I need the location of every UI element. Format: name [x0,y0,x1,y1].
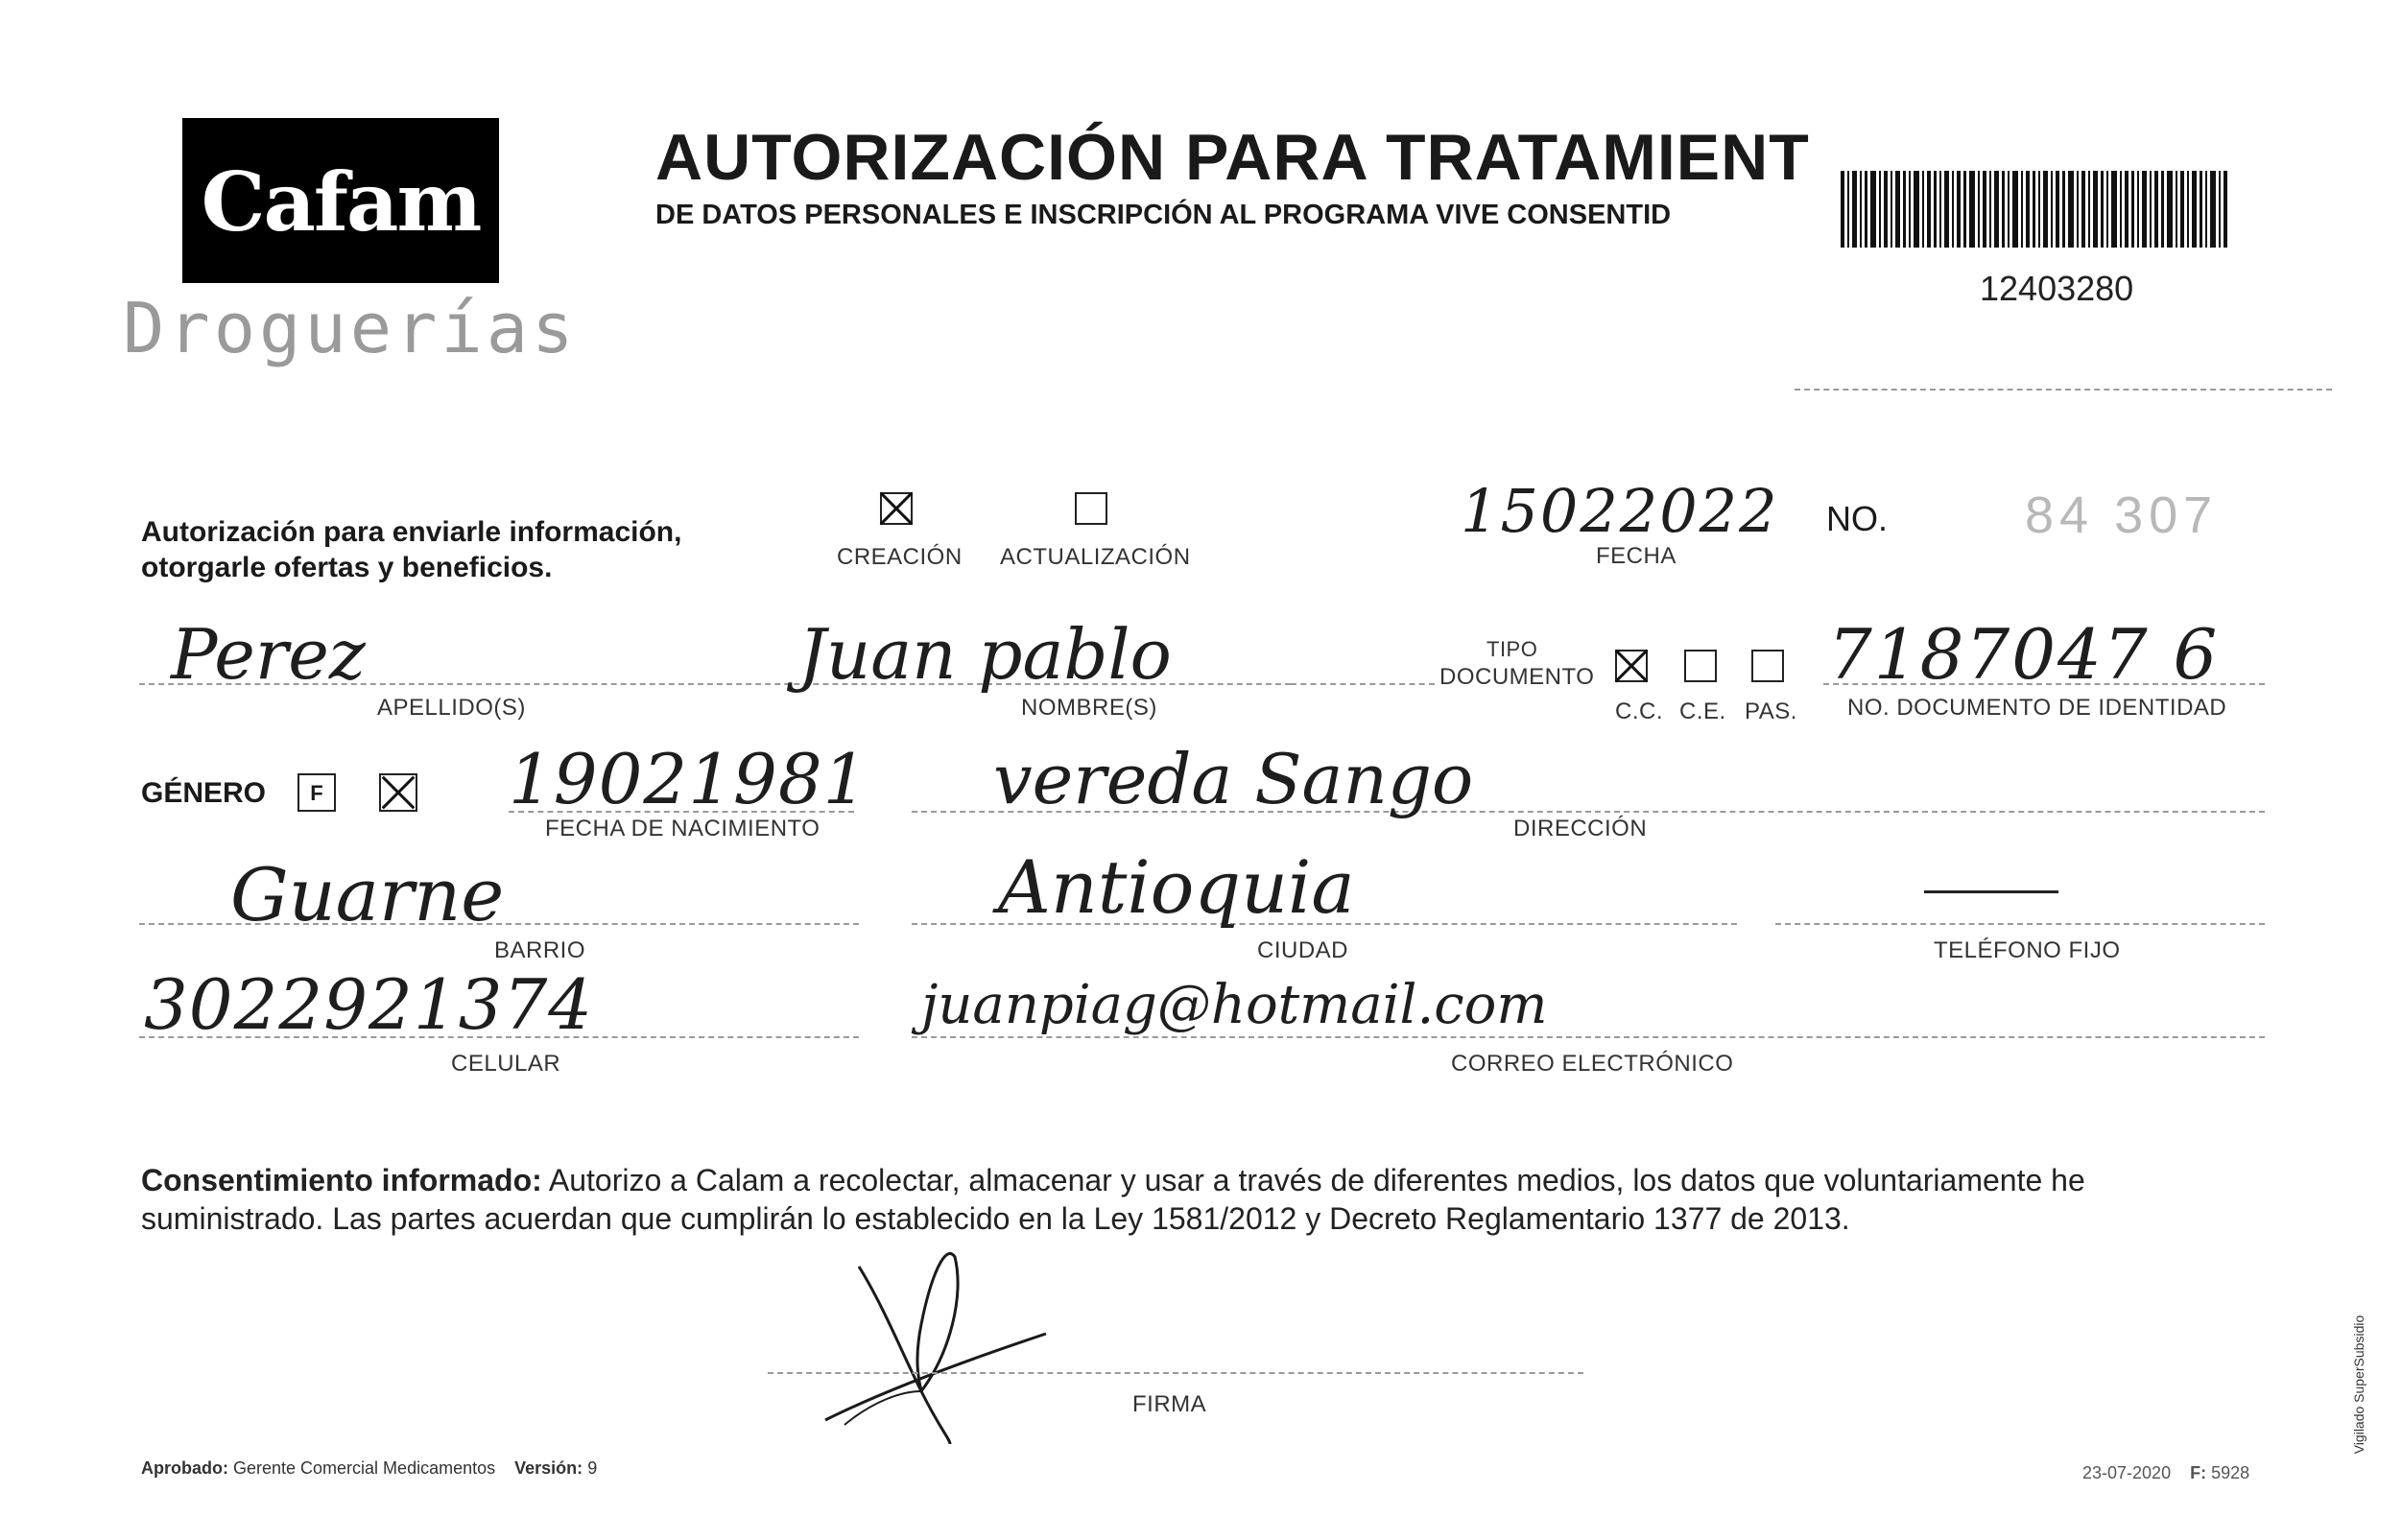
telefono-label: TELÉFONO FIJO [1934,937,2121,963]
tipo-documento-label-1: TIPO [1486,637,1538,661]
pas-label: PAS. [1745,699,1797,724]
ciudad-label: CIUDAD [1257,937,1349,963]
celular-label: CELULAR [451,1051,561,1077]
apellido-value[interactable]: Perez [171,614,366,695]
no-value: 84 307 [2025,486,2219,544]
version-value: 9 [587,1458,598,1478]
documento-label: NO. DOCUMENTO DE IDENTIDAD [1847,695,2227,721]
brand-logo [182,118,499,283]
creacion-label: CREACIÓN [837,544,963,570]
fecha-label: FECHA [1596,543,1677,569]
nombre-label: NOMBRE(S) [1021,695,1157,721]
ciudad-value[interactable]: Antioquia [998,844,1355,930]
pas-checkbox[interactable] [1751,650,1784,682]
fecha-value[interactable]: 15022022 [1461,476,1779,546]
telefono-blank-stroke [1924,890,2058,893]
correo-label: CORREO ELECTRÓNICO [1451,1051,1734,1077]
consent-text-2: suministrado. Las partes acuerdan que cumplirán lo establecido en la Ley 1581/2012 y Decreto Reglamentario 1377 de 2013. [141,1201,1850,1236]
direccion-label: DIRECCIÓN [1513,816,1648,841]
logo-subbrand: Droguerías [123,288,578,368]
aprobado-label: Aprobado: [141,1458,228,1478]
genero-f-checkbox[interactable] [297,773,336,812]
barcode [1841,171,2232,248]
celular-value[interactable]: 3022921374 [144,964,594,1045]
actualizacion-label: ACTUALIZACIÓN [1000,544,1191,570]
no-label: NO. [1826,499,1889,538]
authorization-text-2: otorgarle ofertas y beneficios. [141,552,553,583]
footer-date: 23-07-2020 [2082,1463,2172,1482]
footer-approval [141,1458,597,1479]
correo-value[interactable]: juanpiag@hotmail.com [921,974,1548,1036]
nacimiento-label: FECHA DE NACIMIENTO [545,816,820,841]
ce-label: C.E. [1679,699,1726,724]
barcode-number: 12403280 [1980,269,2134,308]
barrio-value[interactable]: Guarne [230,852,505,937]
document-title: AUTORIZACIÓN PARA TRATAMIENT [655,121,1810,194]
consent-heading: Consentimiento informado: [141,1163,542,1197]
consent-text-1: Autorizo a Calam a recolectar, almacenar y usar a través de diferentes medios, los datos que voluntariamente he [548,1163,2085,1197]
footer-code-value: 5928 [2211,1463,2250,1482]
vigilado-text: Vigilado SuperSubsidio [2351,1315,2366,1455]
nacimiento-value[interactable]: 19021981 [509,739,868,819]
creacion-checkbox[interactable] [880,492,913,525]
aprobado-value: Gerente Comercial Medicamentos [233,1458,496,1478]
signature-scribble [806,1238,1094,1458]
footer-code-label: F: [2190,1463,2207,1482]
cc-checkbox[interactable] [1615,650,1648,682]
nombre-value[interactable]: Juan pablo [798,614,1172,695]
genero-m-checkbox[interactable] [379,773,417,812]
vigilado-side-text [2349,1281,2368,1492]
genero-label: GÉNERO [141,777,267,809]
cc-label: C.C. [1615,699,1663,724]
authorization-text-1: Autorización para enviarle información, [141,516,682,548]
tipo-documento-label-2: DOCUMENTO [1439,664,1595,690]
direccion-value[interactable]: vereda Sango [993,739,1474,819]
logo-brand-text: Cafam [201,154,481,249]
consent-paragraph [141,1161,2267,1238]
documento-value[interactable]: 7187047 6 [1828,614,2220,695]
document-subtitle: DE DATOS PERSONALES E INSCRIPCIÓN AL PROGRAMA VIVE CONSENTID [655,200,1672,230]
ce-checkbox[interactable] [1684,650,1717,682]
apellido-label: APELLIDO(S) [377,695,526,721]
version-label: Versión: [514,1458,583,1478]
footer-date-code [2082,1463,2249,1483]
barrio-label: BARRIO [494,937,586,963]
header-separator [1795,389,2332,391]
signature-line [768,1372,1583,1374]
actualizacion-checkbox[interactable] [1075,492,1107,525]
genero-f-label: F [310,781,323,805]
signature-label: FIRMA [1132,1391,1207,1417]
